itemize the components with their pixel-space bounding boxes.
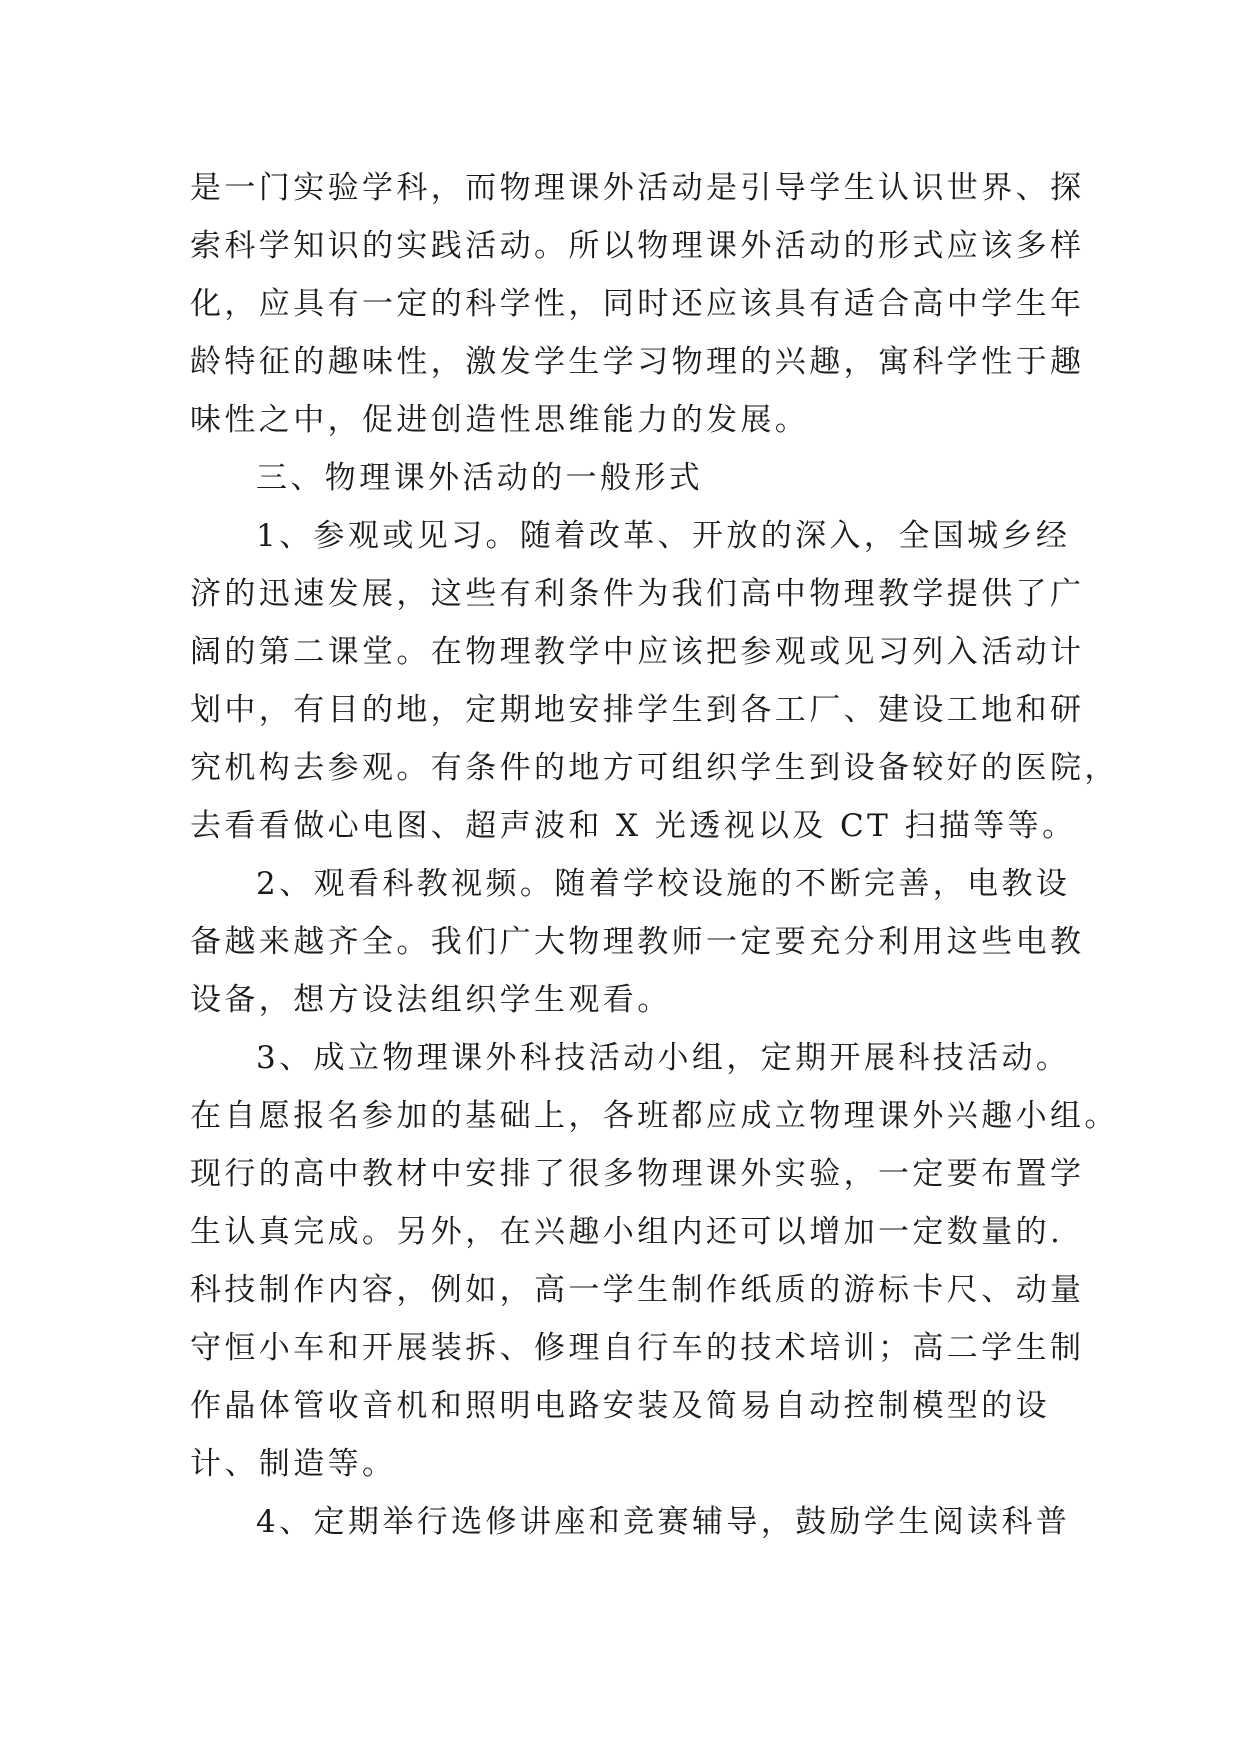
text-line: 计、制造等。	[190, 1446, 397, 1482]
text-line: 设备，想方设法组织学生观看。	[190, 982, 672, 1018]
text-line: 备越来越齐全。我们广大物理教师一定要充分利用这些电教	[190, 924, 1085, 960]
text-line: 龄特征的趣味性，激发学生学习物理的兴趣，寓科学性于趣	[190, 344, 1085, 380]
text-line: 现行的高中教材中安排了很多物理课外实验，一定要布置学	[190, 1156, 1085, 1192]
text-line: 济的迅速发展，这些有利条件为我们高中物理教学提供了广	[190, 576, 1085, 612]
text-line: 是一门实验学科，而物理课外活动是引导学生认识世界、探	[190, 170, 1085, 206]
text-line: 划中，有目的地，定期地安排学生到各工厂、建设工地和研	[190, 692, 1085, 728]
text-line: 究机构去参观。有条件的地方可组织学生到设备较好的医院，	[190, 750, 1119, 786]
text-line: 在自愿报名参加的基础上，各班都应成立物理课外兴趣小组。	[190, 1098, 1119, 1134]
text-line: 守恒小车和开展装拆、修理自行车的技术培训；高二学生制	[190, 1330, 1085, 1366]
text-line: 1、参观或见习。随着改革、开放的深入，全国城乡经	[256, 518, 1071, 554]
text-line: 生认真完成。另外，在兴趣小组内还可以增加一定数量的.	[190, 1214, 1064, 1250]
text-line: 味性之中，促进创造性思维能力的发展。	[190, 402, 810, 438]
section-heading: 三、物理课外活动的一般形式	[256, 460, 704, 496]
text-line: 去看看做心电图、超声波和 X 光透视以及 CT 扫描等等。	[190, 808, 1077, 844]
text-line: 3、成立物理课外科技活动小组，定期开展科技活动。	[256, 1040, 1071, 1076]
text-line: 4、定期举行选修讲座和竞赛辅导，鼓励学生阅读科普	[256, 1504, 1071, 1540]
text-line: 化，应具有一定的科学性，同时还应该具有适合高中学生年	[190, 286, 1085, 322]
text-line: 2、观看科教视频。随着学校设施的不断完善，电教设	[256, 866, 1071, 902]
text-line: 索科学知识的实践活动。所以物理课外活动的形式应该多样	[190, 228, 1085, 264]
text-line: 科技制作内容，例如，高一学生制作纸质的游标卡尺、动量	[190, 1272, 1085, 1308]
text-line: 作晶体管收音机和照明电路安装及简易自动控制模型的设	[190, 1388, 1050, 1424]
text-line: 阔的第二课堂。在物理教学中应该把参观或见习列入活动计	[190, 634, 1085, 670]
